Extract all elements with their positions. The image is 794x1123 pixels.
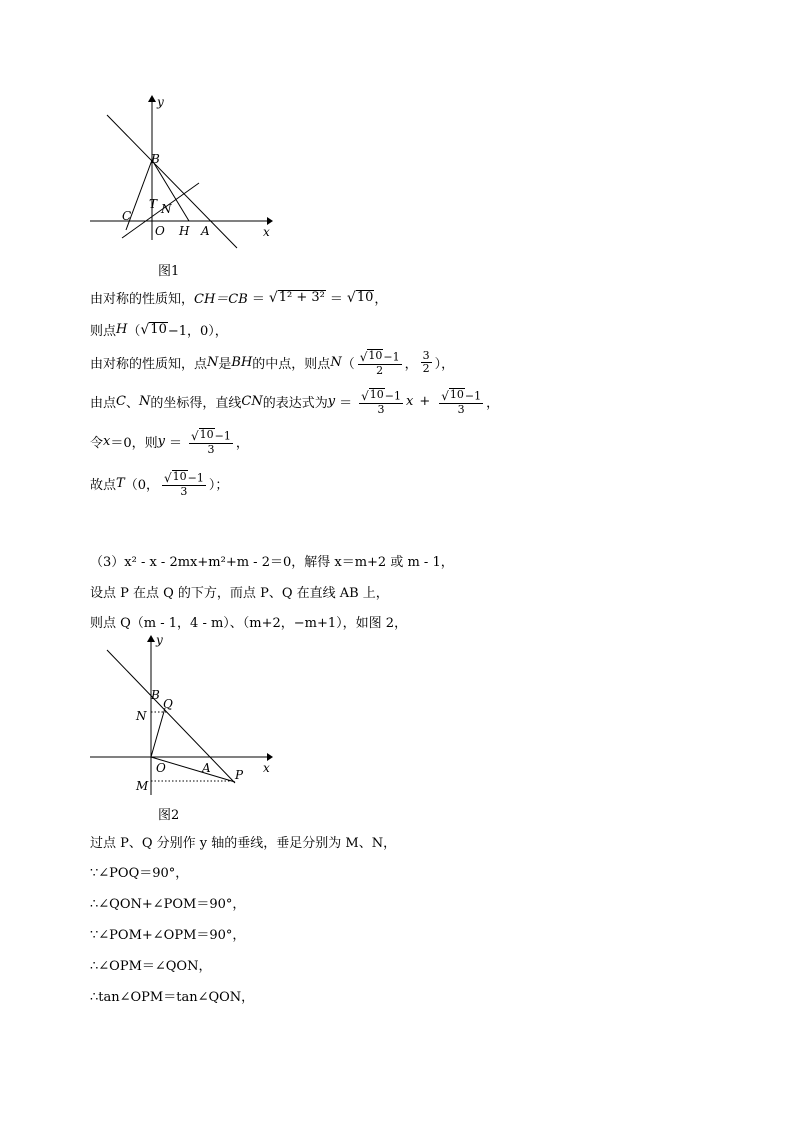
text: N xyxy=(207,355,219,371)
text: 10 xyxy=(172,470,187,483)
text: −1 xyxy=(383,350,400,364)
label-o: O xyxy=(156,761,166,775)
solution-line-3 xyxy=(90,349,454,377)
text: 3 xyxy=(180,484,188,498)
text: ＝0，则 xyxy=(110,436,158,452)
solution-line-15: ∴tan∠OPM＝tan∠QON， xyxy=(90,990,255,1005)
label-c: C xyxy=(122,209,132,223)
text: ， xyxy=(486,396,500,412)
text: 3 xyxy=(422,349,430,363)
text: ＝ xyxy=(169,436,183,452)
label-a: A xyxy=(201,224,210,238)
text: y xyxy=(327,394,336,410)
text: 10 xyxy=(449,388,464,401)
text: −1 xyxy=(464,389,482,403)
label-n: N xyxy=(136,709,147,723)
fraction xyxy=(421,350,432,375)
text: 10 xyxy=(368,349,383,362)
label-n: N xyxy=(161,202,172,216)
label-m: M xyxy=(136,779,149,793)
fraction: √ 10 −1 3 xyxy=(361,388,401,416)
text: 由点 xyxy=(90,396,117,412)
text: −1 xyxy=(187,471,204,485)
text: 故点 xyxy=(90,478,117,494)
text: 3 xyxy=(457,402,465,416)
text: 3 xyxy=(207,442,215,456)
text: ）； xyxy=(208,478,229,494)
label-b: B xyxy=(151,152,160,166)
fraction: √ 10 −1 2 xyxy=(359,349,400,377)
text: 10 xyxy=(150,321,167,337)
sqrt-expression: √ 1² + 3² xyxy=(268,289,325,307)
text: 的中点，则点 xyxy=(252,357,331,373)
label-h: H xyxy=(179,224,190,238)
solution-line-13: ∵∠POM+∠OPM＝90°， xyxy=(90,928,246,943)
fraction: √ 10 −1 3 xyxy=(163,470,204,498)
text: 的表达式为 xyxy=(262,396,328,412)
text: + xyxy=(419,394,431,410)
fraction: √ 10 −1 3 xyxy=(441,388,482,416)
label-y: y xyxy=(156,633,163,647)
text: 2 xyxy=(422,362,430,376)
text: ＝ xyxy=(329,292,343,307)
solution-line-2 xyxy=(90,320,228,339)
x-axis-arrow xyxy=(267,753,273,761)
text: ＝ xyxy=(339,396,353,412)
figure-1-caption: 图1 xyxy=(158,264,180,279)
label-b: B xyxy=(151,688,160,702)
x-axis-arrow xyxy=(267,217,273,225)
text: 由对称的性质知，点 xyxy=(90,357,208,373)
text: 是 xyxy=(218,357,232,373)
text: 10 xyxy=(199,428,214,441)
figure-2-caption: 图2 xyxy=(158,808,180,823)
text: ， xyxy=(235,436,249,452)
text: x xyxy=(103,434,111,450)
label-x: x xyxy=(263,225,270,239)
fraction: √ 10 −1 3 xyxy=(191,428,231,456)
figure-2 xyxy=(85,630,285,800)
solution-line-1 xyxy=(90,288,387,307)
label-q: Q xyxy=(163,697,173,711)
text: CN xyxy=(241,394,263,410)
text: −1 xyxy=(214,429,231,443)
text: 1² + 3² xyxy=(278,289,325,305)
solution-line-5 xyxy=(90,428,249,456)
text: 10 xyxy=(369,388,384,401)
text: ＝ xyxy=(251,292,265,307)
sqrt-expression: √ 10 xyxy=(346,289,374,307)
figure-1 xyxy=(85,90,285,250)
text: −1，0）， xyxy=(167,324,228,339)
text: H xyxy=(116,322,128,337)
text: ）， xyxy=(434,357,455,373)
text: （ xyxy=(127,324,141,339)
text: CH＝CB xyxy=(194,292,248,307)
text: 2 xyxy=(376,363,384,377)
text: 10 xyxy=(356,289,374,305)
solution-line-6 xyxy=(90,470,228,498)
solution-line-14: ∴∠OPM＝∠QON， xyxy=(90,959,212,974)
solution-line-7: （3）x² - x - 2mx+m²+m - 2＝0，解得 x＝m+2 或 m - 1， xyxy=(90,555,454,570)
text: 的坐标得，直线 xyxy=(150,396,242,412)
solution-line-4 xyxy=(90,388,499,416)
text: 由对称的性质知， xyxy=(90,292,195,307)
text: 、 xyxy=(125,396,139,412)
y-axis-arrow xyxy=(148,95,156,102)
segment-oq xyxy=(151,708,165,757)
text: ， xyxy=(374,292,388,307)
solution-line-11: ∵∠POQ＝90°， xyxy=(90,866,189,881)
y-axis-arrow xyxy=(147,635,155,642)
label-p: P xyxy=(235,768,244,782)
text: x xyxy=(405,394,414,410)
text: N xyxy=(138,394,151,410)
label-o: O xyxy=(155,224,165,238)
solution-line-10: 过点 P、Q 分别作 y 轴的垂线，垂足分别为 M、N， xyxy=(90,836,397,851)
text: （0， xyxy=(124,478,159,494)
solution-line-9: 则点 Q（m - 1，4 - m）、（m+2，−m+1），如图 2， xyxy=(90,616,408,631)
text: C xyxy=(116,394,126,410)
label-x: x xyxy=(263,761,270,775)
text: 则点 xyxy=(90,324,117,339)
label-a: A xyxy=(202,761,211,775)
text: BH xyxy=(231,355,253,371)
solution-line-12: ∴∠QON+∠POM＝90°， xyxy=(90,897,246,912)
text: ， xyxy=(404,357,418,373)
solution-line-8: 设点 P 在点 Q 的下方，而点 P、Q 在直线 AB 上， xyxy=(90,586,389,601)
text: y xyxy=(157,434,165,450)
label-t: T xyxy=(149,197,158,211)
sqrt-expression: √ 10 xyxy=(140,321,167,339)
text: 令 xyxy=(90,436,104,452)
text: −1 xyxy=(384,389,401,403)
text: T xyxy=(116,476,125,492)
text: N xyxy=(330,355,342,371)
text: 3 xyxy=(377,402,385,416)
text: （ xyxy=(341,357,355,373)
label-y: y xyxy=(157,95,164,109)
